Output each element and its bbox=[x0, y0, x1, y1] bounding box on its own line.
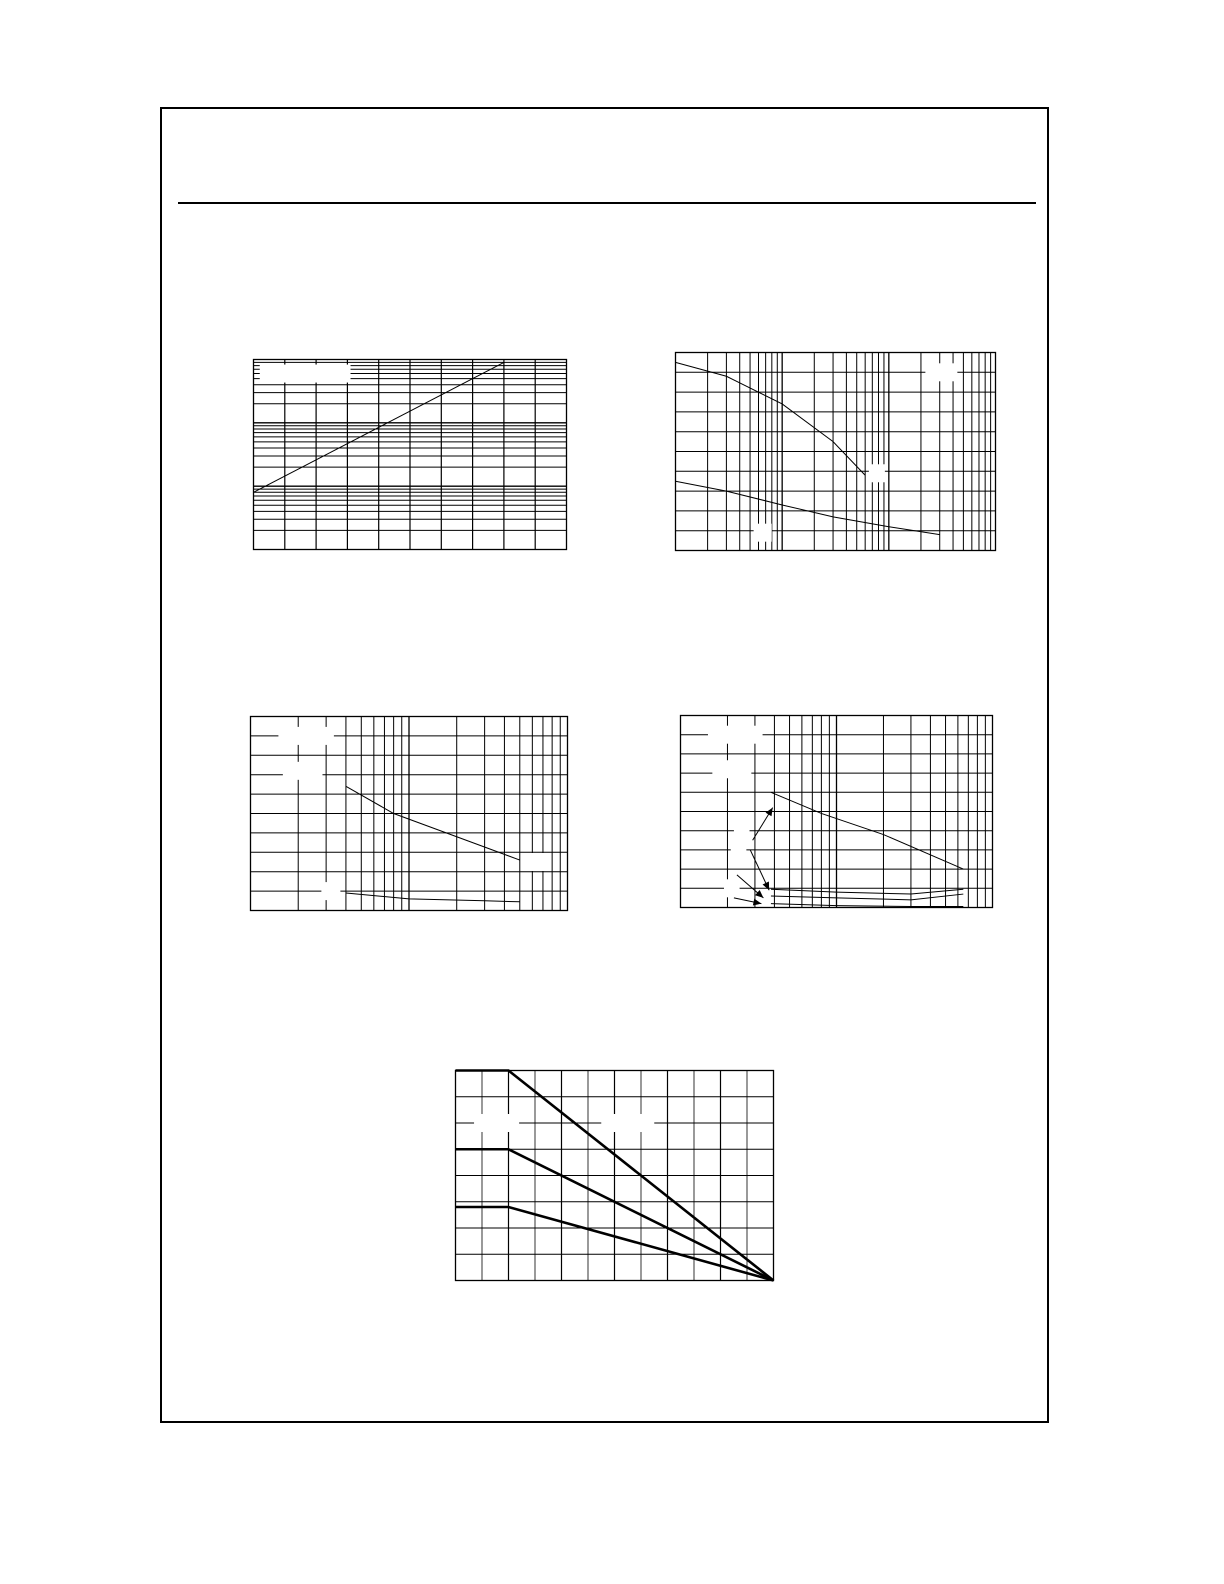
label-box bbox=[925, 363, 957, 381]
label-box bbox=[601, 1114, 654, 1132]
label-box bbox=[260, 365, 351, 383]
label-box bbox=[712, 760, 751, 778]
chart-1 bbox=[253, 359, 567, 550]
label-box bbox=[521, 853, 546, 871]
label-box bbox=[708, 726, 763, 744]
chart-2 bbox=[675, 352, 996, 551]
series-upper bbox=[676, 362, 866, 475]
series-lower bbox=[676, 481, 940, 534]
label-box bbox=[321, 882, 340, 900]
chart-3 bbox=[250, 716, 568, 911]
series-curve-d bbox=[771, 904, 963, 907]
series-curve-b bbox=[771, 889, 963, 894]
series-lower bbox=[346, 893, 520, 902]
arrow-head bbox=[766, 808, 773, 817]
label-box bbox=[734, 829, 750, 847]
label-box bbox=[283, 762, 323, 780]
label-box bbox=[278, 727, 333, 745]
chart-5 bbox=[455, 1070, 774, 1281]
label-box bbox=[474, 1114, 519, 1132]
series-upper bbox=[346, 786, 520, 860]
chart-4 bbox=[680, 715, 993, 908]
header-rule bbox=[178, 202, 1036, 204]
label-box bbox=[731, 849, 747, 867]
label-box bbox=[724, 879, 740, 897]
label-box bbox=[869, 464, 885, 482]
label-box bbox=[754, 524, 772, 542]
series-curve-c bbox=[771, 894, 963, 900]
arrow-head bbox=[753, 899, 762, 906]
